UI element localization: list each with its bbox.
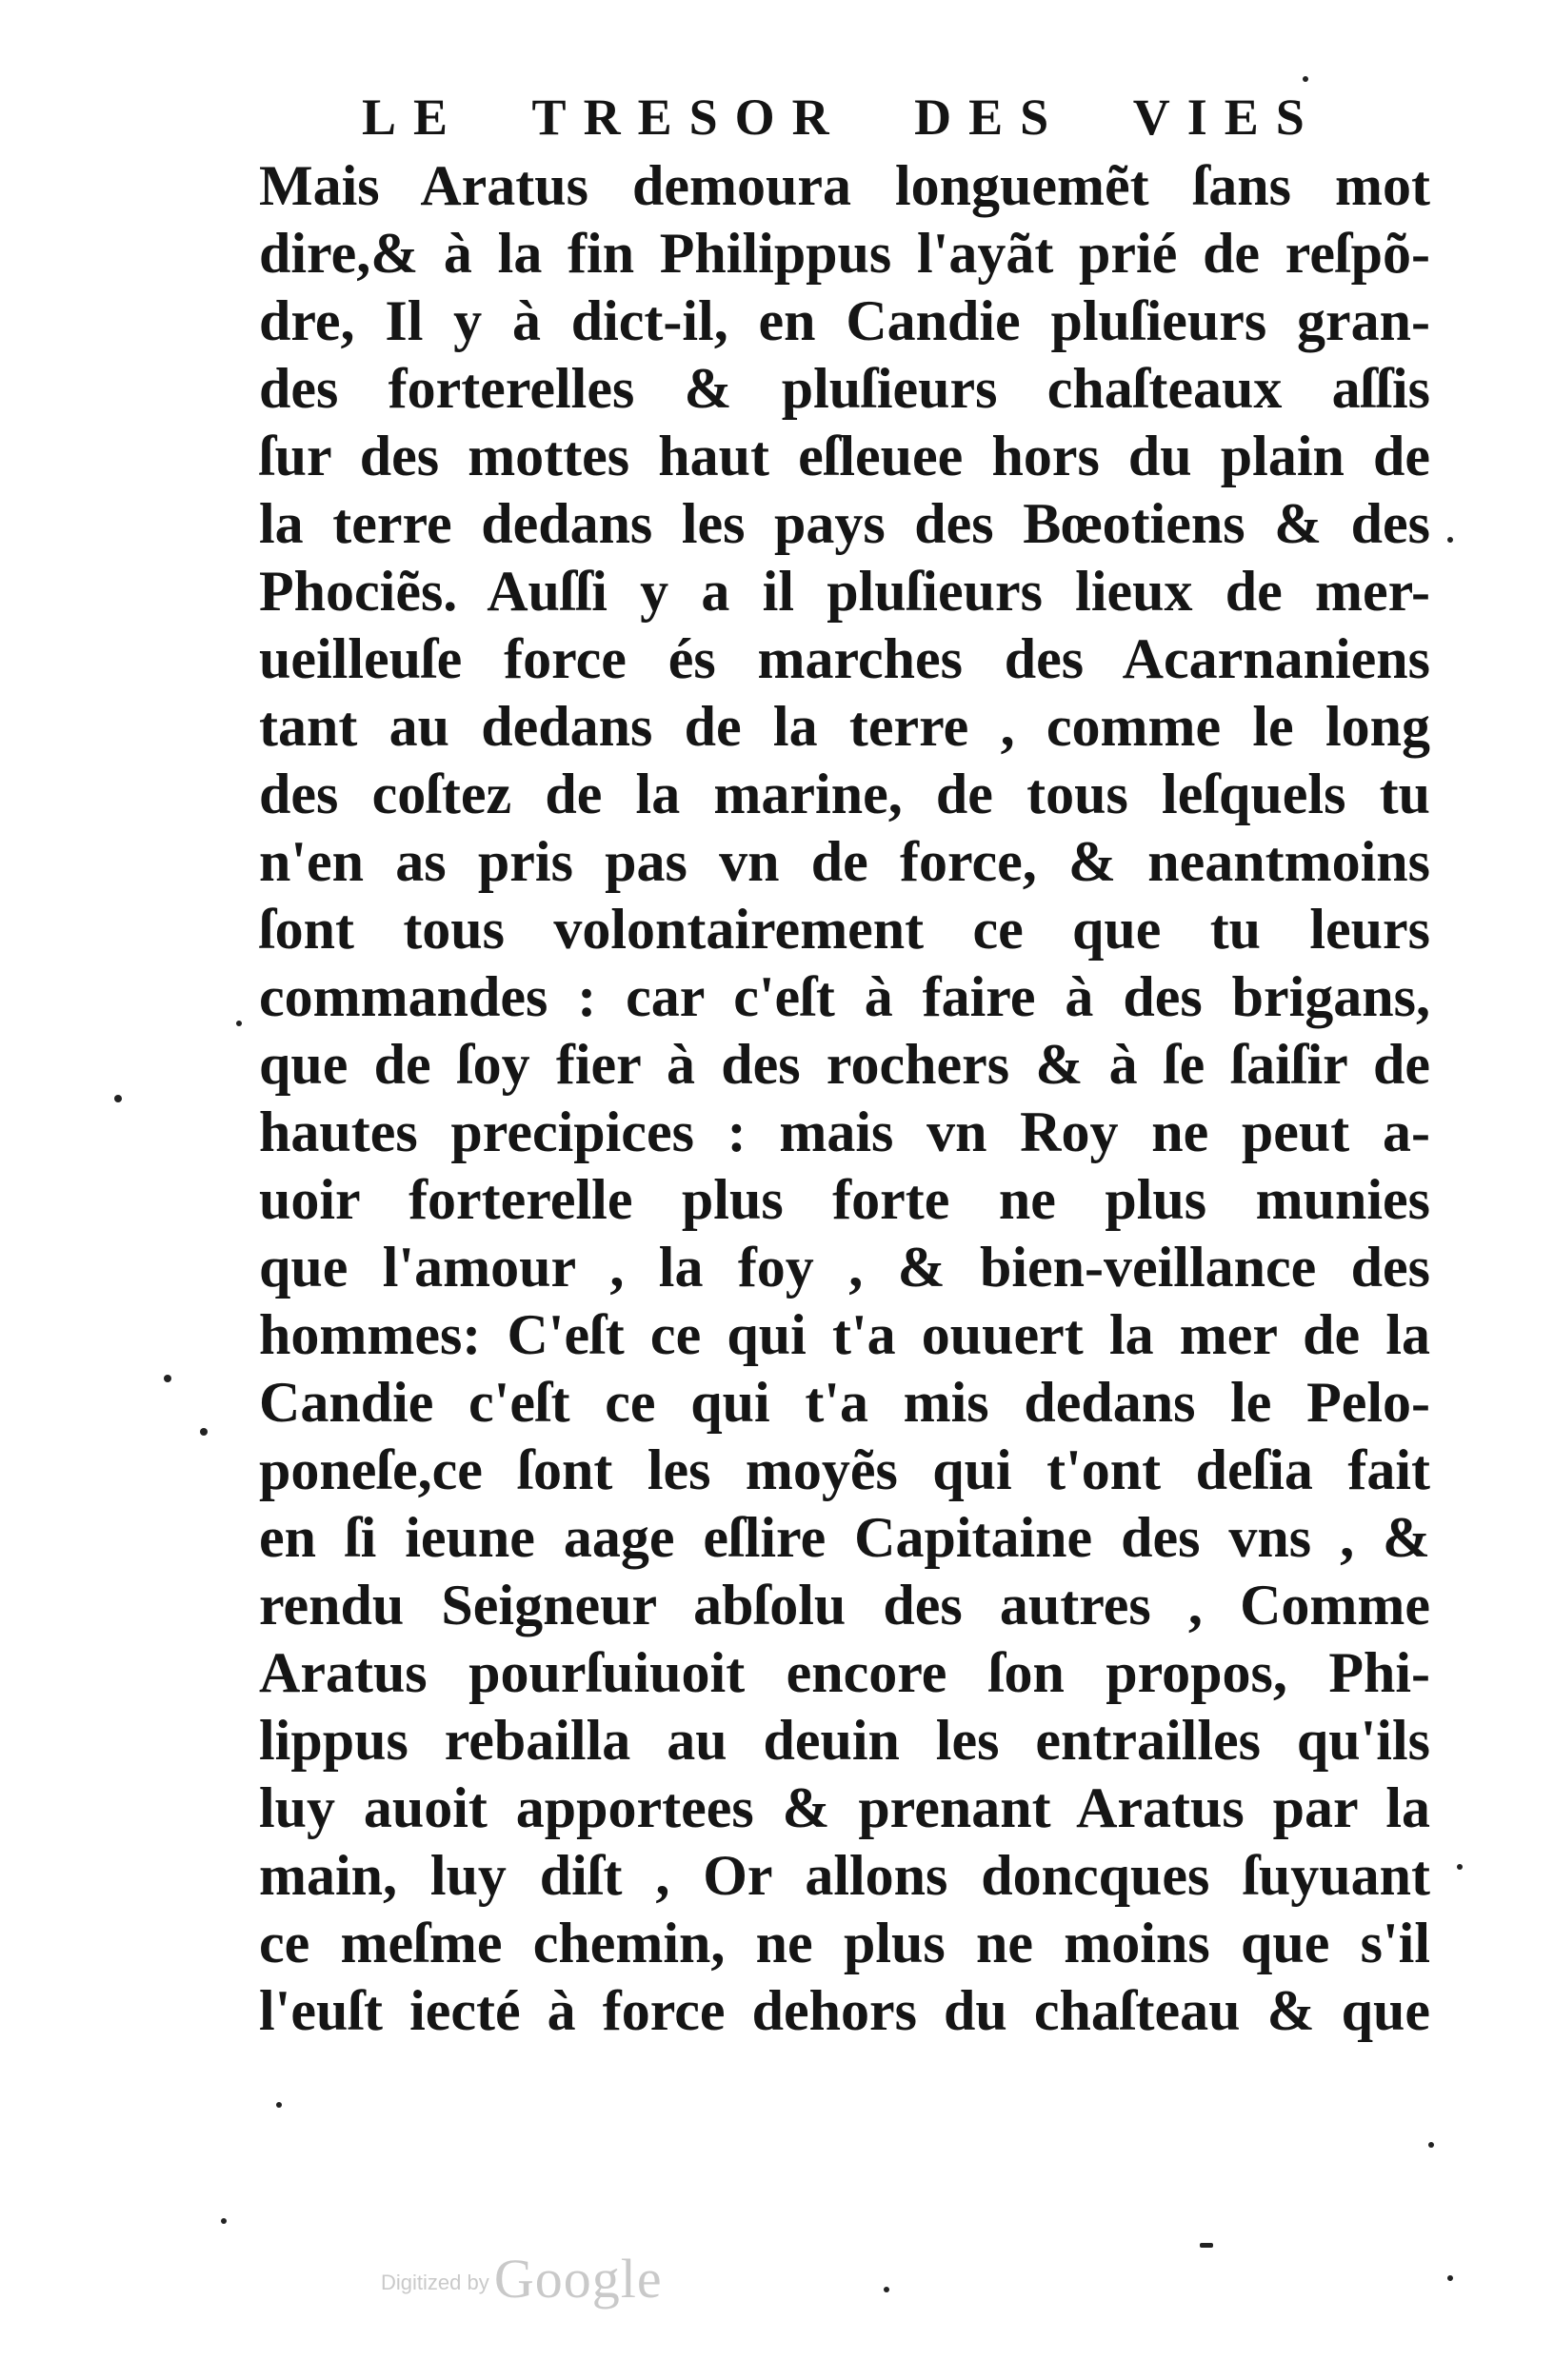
scan-speck (1457, 1864, 1463, 1870)
text-line: que l'amour , la foy , & bien-veillance des (259, 1236, 1430, 1299)
digitized-by-google-watermark (381, 2247, 663, 2311)
text-line: ueilleuſe force és marches des Acarnaniens (259, 627, 1430, 690)
text-line: hommes: C'eſt ce qui t'a ouuert la mer de la (259, 1303, 1430, 1366)
scan-speck (884, 2287, 889, 2292)
body-text (259, 152, 1430, 2045)
text-line: Candie c'eſt ce qui t'a mis dedans le Pelo- (259, 1371, 1430, 1434)
text-line: n'en as pris pas vn de force, & neantmoins (259, 830, 1430, 893)
scan-speck (164, 1375, 171, 1382)
text-line: ſur des mottes haut eſleuee hors du plain de (259, 425, 1430, 487)
text-line: rendu Seigneur abſolu des autres , Comme (259, 1574, 1430, 1636)
scan-speck (236, 1021, 242, 1026)
scan-speck (1447, 2275, 1453, 2281)
scan-speck (221, 2218, 227, 2224)
scan-speck (1303, 76, 1308, 82)
text-line: hautes precipices : mais vn Roy ne peut a- (259, 1101, 1430, 1163)
text-line: dire,& à la fin Philippus l'ayãt prié de reſpõ- (259, 222, 1430, 285)
running-head: LE TRESOR DES VIES (362, 89, 1322, 146)
text-line: Aratus pourſuiuoit encore ſon propos, Phi- (259, 1641, 1430, 1704)
text-line: des forterelles & pluſieurs chaſteaux aſſis (259, 357, 1430, 420)
text-line: tant au dedans de la terre , comme le long (259, 695, 1430, 758)
scan-speck (200, 1428, 208, 1436)
scan-speck (1428, 2142, 1434, 2148)
text-line: luy auoit apportees & prenant Aratus par la (259, 1776, 1430, 1839)
text-line: l'euſt iecté à force dehors du chaſteau & que (259, 1979, 1430, 2042)
text-line: la terre dedans les pays des Bœotiens & des (259, 492, 1430, 555)
text-line: en ſi ieune aage eſlire Capitaine des vns , & (259, 1506, 1430, 1569)
scan-speck (114, 1095, 122, 1102)
scan-speck (1447, 537, 1453, 543)
text-line: dre, Il y à dict-il, en Candie pluſieurs gran- (259, 289, 1430, 352)
text-line: des coſtez de la marine, de tous leſquels tu (259, 763, 1430, 825)
watermark-brand: Google (493, 2248, 663, 2310)
text-line: ſont tous volontairement ce que tu leurs (259, 898, 1430, 961)
text-line: main, luy diſt , Or allons doncques ſuyuant (259, 1844, 1430, 1907)
watermark-prefix: Digitized by (381, 2271, 489, 2294)
text-line: ce meſme chemin, ne plus ne moins que s'il (259, 1912, 1430, 1974)
scan-speck (276, 2102, 282, 2108)
text-line: Phociẽs. Auſſi y a il pluſieurs lieux de mer- (259, 560, 1430, 623)
text-line: uoir forterelle plus forte ne plus munies (259, 1168, 1430, 1231)
text-line: commandes : car c'eſt à faire à des brigans, (259, 965, 1430, 1028)
scan-speck (1200, 2243, 1213, 2248)
text-line: lippus rebailla au deuin les entrailles qu'ils (259, 1709, 1430, 1772)
text-line: que de ſoy fier à des rochers & à ſe ſaiſir de (259, 1033, 1430, 1096)
text-line: Mais Aratus demoura longuemẽt ſans mot (259, 154, 1430, 217)
text-line: poneſe,ce ſont les moyẽs qui t'ont deſia fait (259, 1438, 1430, 1501)
